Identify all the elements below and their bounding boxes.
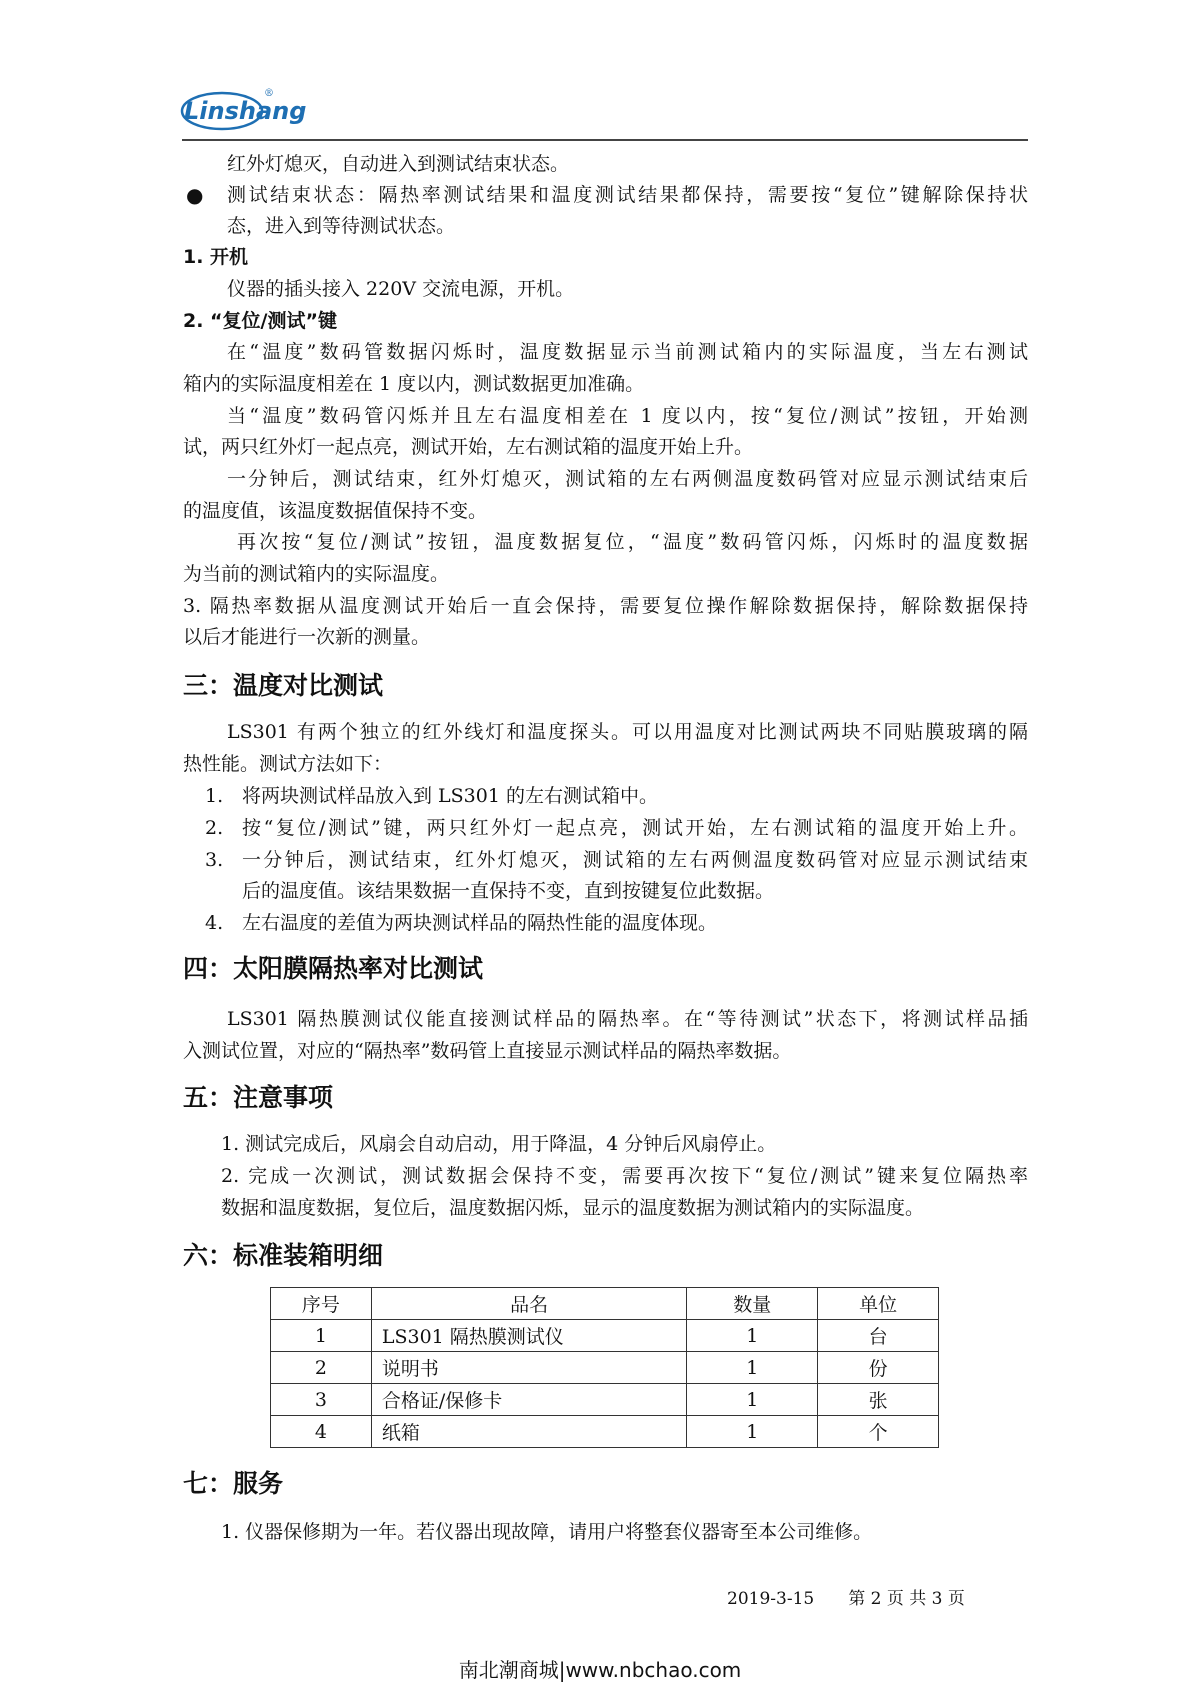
list-item: 将两块测试样品放入到 LS301 的左右测试箱中。 <box>242 785 658 807</box>
header-rule <box>182 139 1028 141</box>
paragraph-line: 数据和温度数据，复位后，温度数据闪烁，显示的温度数据为测试箱内的实际温度。 <box>221 1197 925 1219</box>
section-heading: 六：标准装箱明细 <box>183 1241 384 1270</box>
paragraph-line: 再次按“复位/测试”按钮，温度数据复位，“温度”数码管闪烁，闪烁时的温度数据 <box>237 531 1028 553</box>
paragraph-line: 仪器的插头接入 220V 交流电源，开机。 <box>227 278 575 300</box>
list-item: 后的温度值。该结果数据一直保持不变，直到按键复位此数据。 <box>242 880 775 902</box>
paragraph-line: 试，两只红外灯一起点亮，测试开始，左右测试箱的温度开始上升。 <box>183 436 754 458</box>
paragraph-line: 2. 完成一次测试，测试数据会保持不变，需要再次按下“复位/测试”键来复位隔热率 <box>221 1165 1028 1187</box>
table-row <box>271 1320 939 1352</box>
table-row <box>271 1384 939 1416</box>
table-cell: 4 <box>271 1416 372 1448</box>
table-cell: 说明书 <box>371 1352 687 1384</box>
table-cell: 合格证/保修卡 <box>371 1384 687 1416</box>
watermark-text: 南北潮商城|www.nbchao.com <box>458 1658 742 1682</box>
linshang-logo <box>180 86 307 132</box>
paragraph-line: 态，进入到等待测试状态。 <box>227 215 456 237</box>
column-header: 单位 <box>818 1288 939 1320</box>
paragraph-line: 1. 测试完成后，风扇会自动启动，用于降温，4 分钟后风扇停止。 <box>221 1133 777 1155</box>
paragraph-line: 的温度值，该温度数据值保持不变。 <box>183 500 488 522</box>
paragraph-line: 一分钟后，测试结束，红外灯熄灭，测试箱的左右两侧温度数码管对应显示测试结束后 <box>227 468 1028 490</box>
page-footer <box>727 1584 999 1609</box>
list-number: 2. <box>205 817 224 839</box>
table-row <box>271 1416 939 1448</box>
list-number: 1. <box>205 785 224 807</box>
column-header: 数量 <box>687 1288 818 1320</box>
list-item: 按“复位/测试”键，两只红外灯一起点亮，测试开始，左右测试箱的温度开始上升。 <box>242 817 1028 839</box>
bullet-icon: ● <box>186 183 204 207</box>
table-cell: 1 <box>687 1352 818 1384</box>
section-heading: 2. “复位/测试”键 <box>183 310 337 332</box>
section-heading: 五：注意事项 <box>183 1083 334 1112</box>
svg-text:Linshang: Linshang <box>184 97 307 125</box>
paragraph-line: 入测试位置，对应的“隔热率”数码管上直接显示测试样品的隔热率数据。 <box>183 1040 792 1062</box>
table-cell: 纸箱 <box>371 1416 687 1448</box>
paragraph-line: 当“温度”数码管闪烁并且左右温度相差在 1 度以内，按“复位/测试”按钮，开始测 <box>227 405 1028 427</box>
table-cell: 份 <box>818 1352 939 1384</box>
paragraph-line: 热性能。测试方法如下： <box>183 753 393 775</box>
table-cell: 1 <box>687 1320 818 1352</box>
table-row <box>271 1352 939 1384</box>
paragraph-line: 测试结束状态：隔热率测试结果和温度测试结果都保持，需要按“复位”键解除保持状 <box>227 184 1028 206</box>
table-cell: 台 <box>818 1320 939 1352</box>
section-heading: 1. 开机 <box>183 246 249 268</box>
paragraph-line: 红外灯熄灭，自动进入到测试结束状态。 <box>227 153 570 175</box>
svg-text:®: ® <box>264 88 274 99</box>
list-item: 一分钟后，测试结束，红外灯熄灭，测试箱的左右两侧温度数码管对应显示测试结束 <box>242 849 1028 871</box>
column-header: 品名 <box>371 1288 687 1320</box>
paragraph-line: 以后才能进行一次新的测量。 <box>183 626 431 648</box>
table-cell: 1 <box>271 1320 372 1352</box>
section-heading: 七：服务 <box>183 1469 284 1498</box>
paragraph-line: LS301 隔热膜测试仪能直接测试样品的隔热率。在“等待测试”状态下，将测试样品插 <box>227 1008 1028 1030</box>
table-header-row <box>271 1288 939 1320</box>
footer-date: 2019-3-15 <box>727 1589 815 1609</box>
packing-list-table <box>270 1287 939 1448</box>
column-header: 序号 <box>271 1288 372 1320</box>
paragraph-line: 1. 仪器保修期为一年。若仪器出现故障，请用户将整套仪器寄至本公司维修。 <box>221 1521 873 1543</box>
table-cell: 个 <box>818 1416 939 1448</box>
paragraph-line: 在“温度”数码管数据闪烁时，温度数据显示当前测试箱内的实际温度，当左右测试 <box>227 341 1028 363</box>
list-item: 左右温度的差值为两块测试样品的隔热性能的温度体现。 <box>242 912 718 934</box>
paragraph-line: LS301 有两个独立的红外线灯和温度探头。可以用温度对比测试两块不同贴膜玻璃的隔 <box>227 721 1028 743</box>
table-cell: 1 <box>687 1384 818 1416</box>
section-heading: 三：温度对比测试 <box>183 671 384 700</box>
table-cell: 1 <box>687 1416 818 1448</box>
section-heading: 四：太阳膜隔热率对比测试 <box>183 954 484 983</box>
page-number: 第 2 页 共 3 页 <box>848 1589 965 1609</box>
table-cell: 3 <box>271 1384 372 1416</box>
paragraph-line: 箱内的实际温度相差在 1 度以内，测试数据更加准确。 <box>183 373 645 395</box>
list-number: 3. <box>205 849 224 871</box>
table-cell: LS301 隔热膜测试仪 <box>371 1320 687 1352</box>
paragraph-line: 为当前的测试箱内的实际温度。 <box>183 563 450 585</box>
paragraph-line: 3. 隔热率数据从温度测试开始后一直会保持，需要复位操作解除数据保持，解除数据保持 <box>183 595 1028 617</box>
table-cell: 张 <box>818 1384 939 1416</box>
table-cell: 2 <box>271 1352 372 1384</box>
list-number: 4. <box>205 912 224 934</box>
